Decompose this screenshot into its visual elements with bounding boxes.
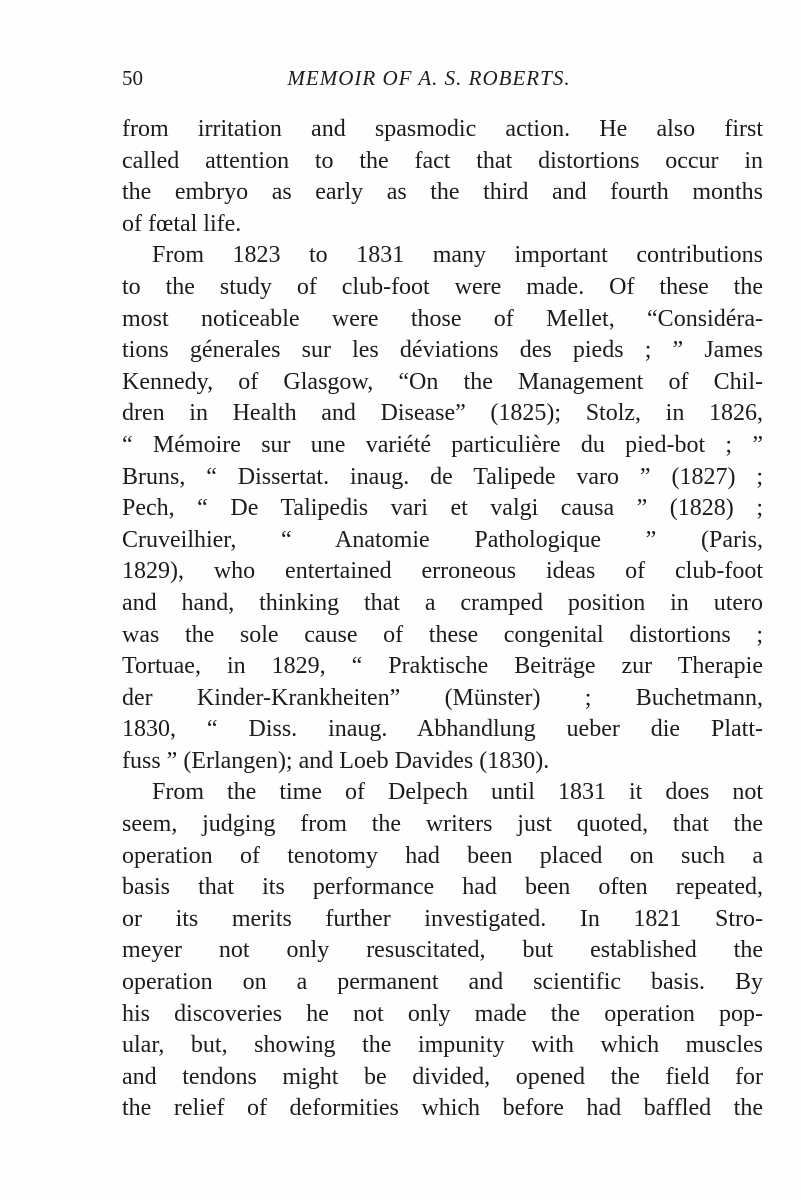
text-line: 1829), who entertained erroneous ideas of club-foot (122, 558, 763, 585)
text-line: ular, but, showing the impunity with which muscles (122, 1032, 763, 1059)
text-line: “ Mémoire sur une variété particulière du pied-bot ; ” (122, 431, 763, 458)
text-line: his discoveries he not only made the operation pop- (122, 1000, 763, 1027)
text-line: Bruns, “ Dissertat. inaug. de Talipede varo ” (1827) ; (122, 463, 763, 490)
text-line: or its merits further investigated. In 1821 Stro- (122, 905, 763, 932)
text-line: dren in Health and Disease” (1825); Stolz, in 1826, (122, 400, 763, 427)
text-line: Cruveilhier, “ Anatomie Pathologique ” (Paris, (122, 526, 763, 553)
text-line: and tendons might be divided, opened the field for (122, 1063, 763, 1090)
text-line: from irritation and spasmodic action. He also first (122, 116, 763, 142)
running-head (122, 62, 736, 94)
text-line: tions génerales sur les déviations des pieds ; ” James (122, 337, 763, 364)
page-number: 50 (122, 66, 143, 90)
text-line: Pech, “ De Talipedis vari et valgi causa ” (1828) ; (122, 495, 763, 522)
body-text (122, 114, 763, 1125)
running-title: MEMOIR OF A. S. ROBERTS. (287, 66, 571, 90)
text-line: meyer not only resuscitated, but established the (122, 937, 763, 964)
text-line: most noticeable were those of Mellet, “Considéra- (122, 305, 763, 332)
text-line: and hand, thinking that a cramped position in utero (122, 589, 763, 616)
text-line: the embryo as early as the third and fourth months (122, 179, 763, 206)
text-line: fuss ” (Erlangen); and Loeb Davides (1830). (122, 747, 550, 774)
text-line: der Kinder-Krankheiten” (Münster) ; Buchetmann, (122, 684, 763, 711)
text-line: operation on a permanent and scientific basis. By (122, 969, 763, 996)
text-line: From the time of Delpech until 1831 it does not (152, 779, 763, 806)
text-line: operation of tenotomy had been placed on such a (122, 842, 763, 869)
text-line: From 1823 to 1831 many important contributions (152, 242, 763, 269)
text-line: seem, judging from the writers just quoted, that the (122, 811, 763, 838)
text-line: Kennedy, of Glasgow, “On the Management of Chil- (122, 368, 763, 395)
text-line: of fœtal life. (122, 210, 242, 237)
text-line: to the study of club-foot were made. Of these the (122, 273, 763, 300)
text-line: 1830, “ Diss. inaug. Abhandlung ueber die Platt- (122, 716, 763, 743)
text-line: Tortuae, in 1829, “ Praktische Beiträge zur Therapie (122, 653, 763, 680)
text-line: basis that its performance had been often repeated, (122, 874, 763, 901)
text-line: called attention to the fact that distortions occur in (122, 147, 763, 174)
text-line: was the sole cause of these congenital distortions ; (122, 621, 763, 648)
text-line: the relief of deformities which before had baffled the (122, 1095, 763, 1122)
